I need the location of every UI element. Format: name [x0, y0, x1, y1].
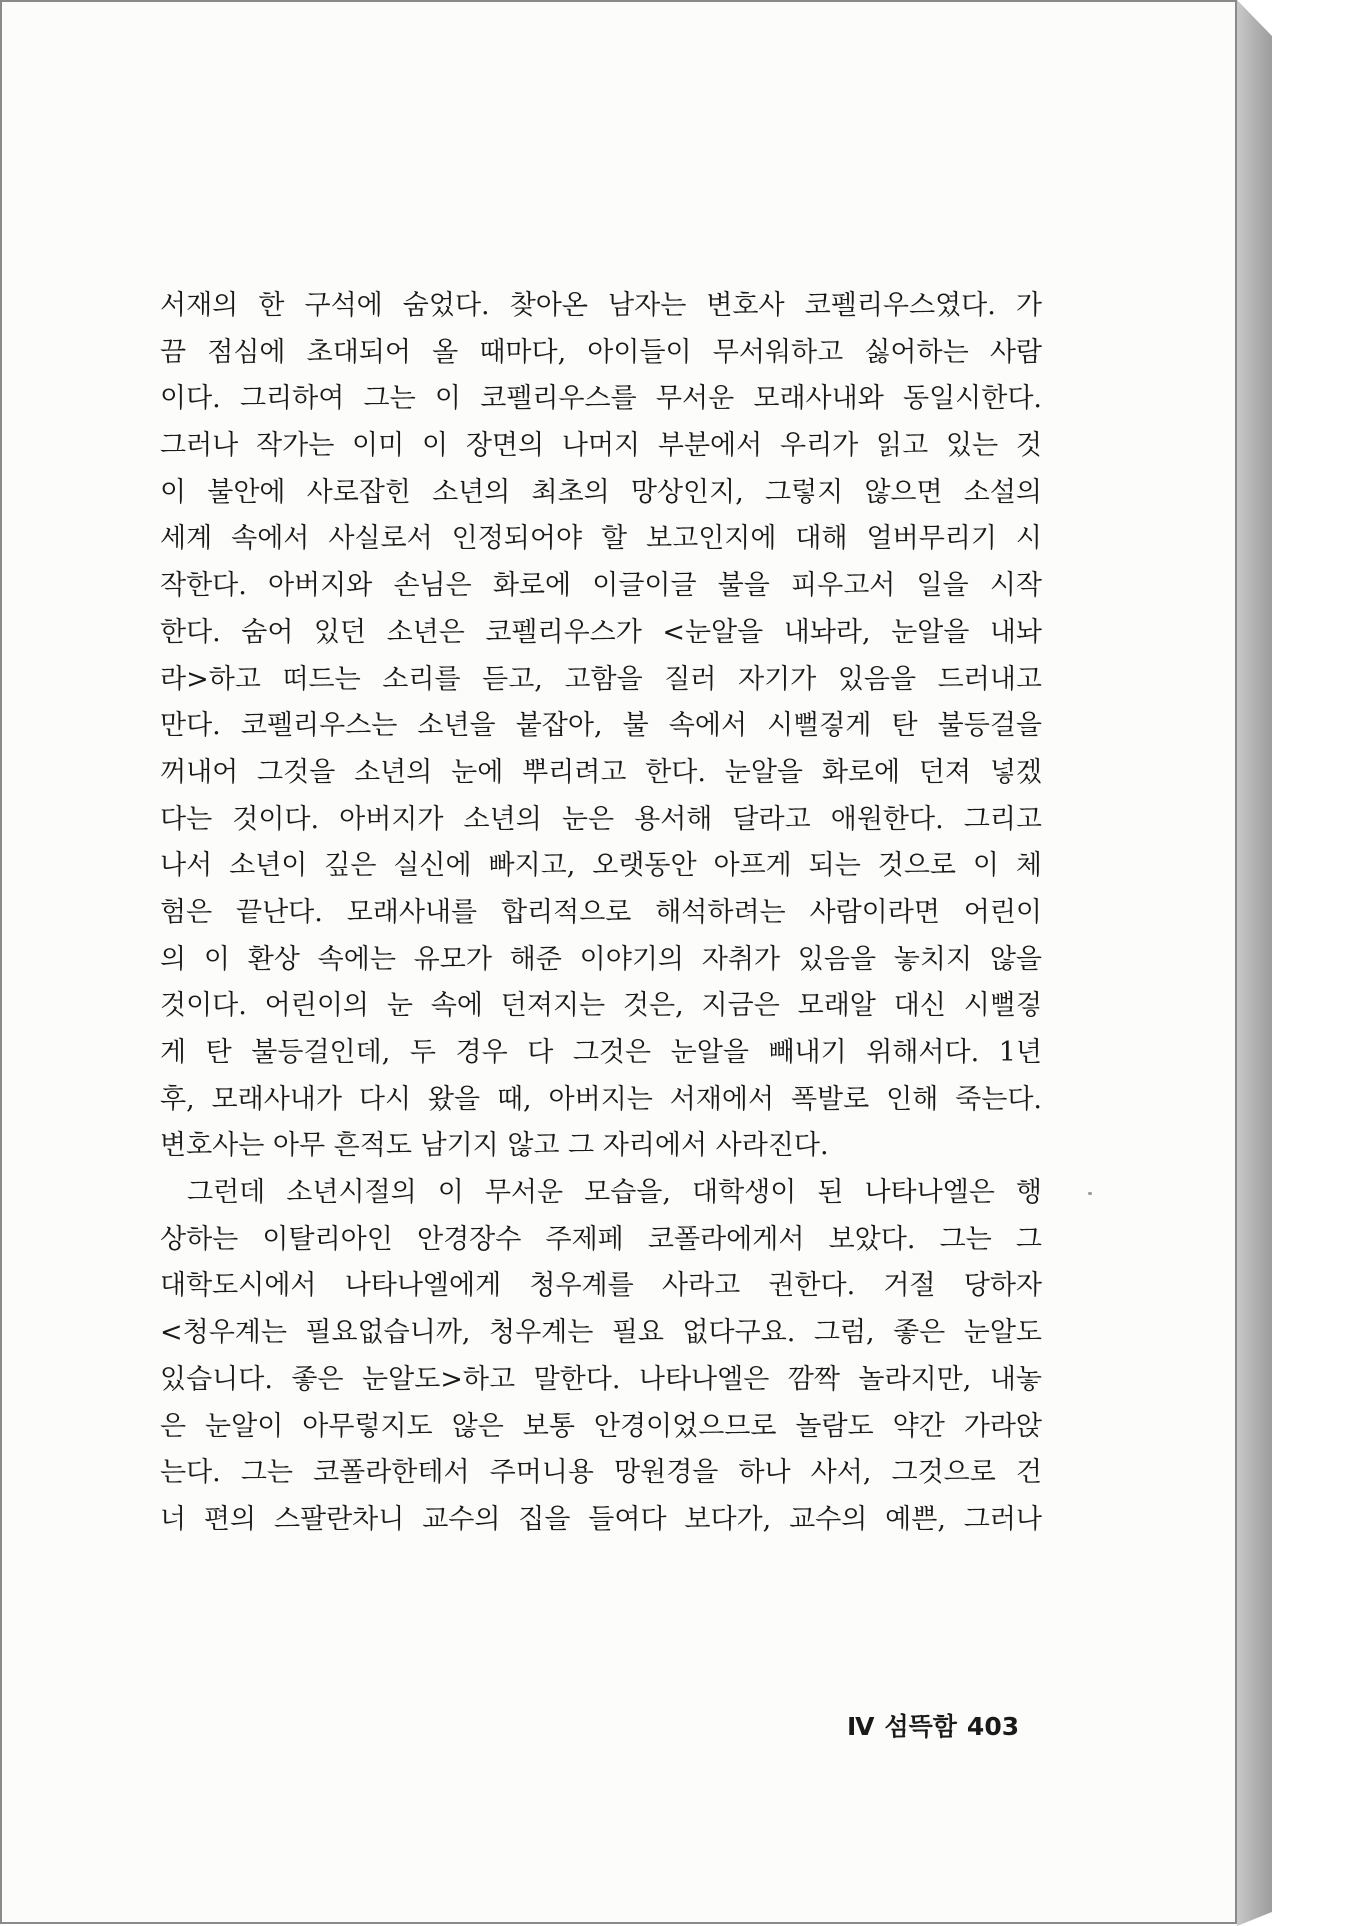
part-numeral: Ⅳ — [847, 1712, 875, 1741]
text-line: 작한다. 아버지와 손님은 화로에 이글이글 불을 피우고서 일을 시작 — [160, 570, 1042, 602]
text-line: 의 이 환상 속에는 유모가 해준 이야기의 자취가 있음을 놓치지 않을 — [160, 943, 1042, 975]
text-line: 는다. 그는 코폴라한테서 주머니용 망원경을 하나 사서, 그것으로 건 — [160, 1457, 1042, 1489]
text-line: 은 눈알이 아무렇지도 않은 보통 안경이었으므로 놀람도 약간 가라앉 — [160, 1410, 1042, 1442]
text-line: 꺼내어 그것을 소년의 눈에 뿌리려고 한다. 눈알을 화로에 던져 넣겠 — [160, 756, 1042, 788]
text-line: 다는 것이다. 아버지가 소년의 눈은 용서해 달라고 애원한다. 그리고 — [160, 803, 1042, 835]
page-number: 403 — [966, 1712, 1020, 1741]
text-line: 세계 속에서 사실로서 인정되어야 할 보고인지에 대해 얼버무리기 시 — [160, 523, 1042, 555]
text-line: 끔 점심에 초대되어 올 때마다, 아이들이 무서워하고 싫어하는 사람 — [160, 336, 1042, 368]
text-line: 상하는 이탈리아인 안경장수 주제페 코폴라에게서 보았다. 그는 그 — [160, 1223, 1042, 1255]
book-page-edge — [1237, 0, 1272, 1926]
text-line: 한다. 숨어 있던 소년은 코펠리우스가 <눈알을 내놔라, 눈알을 내놔 — [160, 616, 1042, 648]
text-line: 너 편의 스팔란차니 교수의 집을 들여다 보다가, 교수의 예쁜, 그러나 — [160, 1503, 1042, 1535]
text-line: 있습니다. 좋은 눈알도>하고 말한다. 나타나엘은 깜짝 놀라지만, 내놓 — [160, 1363, 1042, 1395]
text-line: 게 탄 불등걸인데, 두 경우 다 그것은 눈알을 빼내기 위해서다. 1년 — [160, 1037, 1042, 1068]
body-text — [160, 283, 1042, 1544]
scan-speck — [1088, 1192, 1092, 1195]
text-line: 것이다. 어린이의 눈 속에 던져지는 것은, 지금은 모래알 대신 시뻘겋 — [160, 990, 1042, 1022]
text-line: 서재의 한 구석에 숨었다. 찾아온 남자는 변호사 코펠리우스였다. 가 — [160, 290, 1042, 321]
paragraph-last-line: 변호사는 아무 흔적도 남기지 않고 그 자리에서 사라진다. — [160, 1130, 829, 1162]
text-line: 나서 소년이 깊은 실신에 빠지고, 오랫동안 아프게 되는 것으로 이 체 — [160, 850, 1042, 882]
text-line: <청우계는 필요없습니까, 청우계는 필요 없다구요. 그럼, 좋은 눈알도 — [160, 1317, 1042, 1349]
text-line: 만다. 코펠리우스는 소년을 붙잡아, 불 속에서 시뻘겋게 탄 불등걸을 — [160, 710, 1042, 742]
text-line: 후, 모래사내가 다시 왔을 때, 아버지는 서재에서 폭발로 인해 죽는다. — [160, 1083, 1042, 1115]
text-line: 이다. 그리하여 그는 이 코펠리우스를 무서운 모래사내와 동일시한다. — [160, 383, 1042, 415]
text-line: 라>하고 떠드는 소리를 듣고, 고함을 질러 자기가 있음을 드러내고 — [160, 663, 1042, 695]
chapter-title: 섬뜩함 — [884, 1712, 957, 1741]
text-line: 대학도시에서 나타나엘에게 청우계를 사라고 권한다. 거절 당하자 — [160, 1270, 1042, 1302]
text-line: 이 불안에 사로잡힌 소년의 최초의 망상인지, 그렇지 않으면 소설의 — [160, 476, 1042, 508]
paragraph-first-line: 그런데 소년시절의 이 무서운 모습을, 대학생이 된 나타나엘은 행 — [187, 1177, 1042, 1209]
page-footer — [847, 1707, 1029, 1743]
text-line: 험은 끝난다. 모래사내를 합리적으로 해석하려는 사람이라면 어린이 — [160, 896, 1042, 928]
text-line: 그러나 작가는 이미 이 장면의 나머지 부분에서 우리가 읽고 있는 것 — [160, 430, 1042, 462]
